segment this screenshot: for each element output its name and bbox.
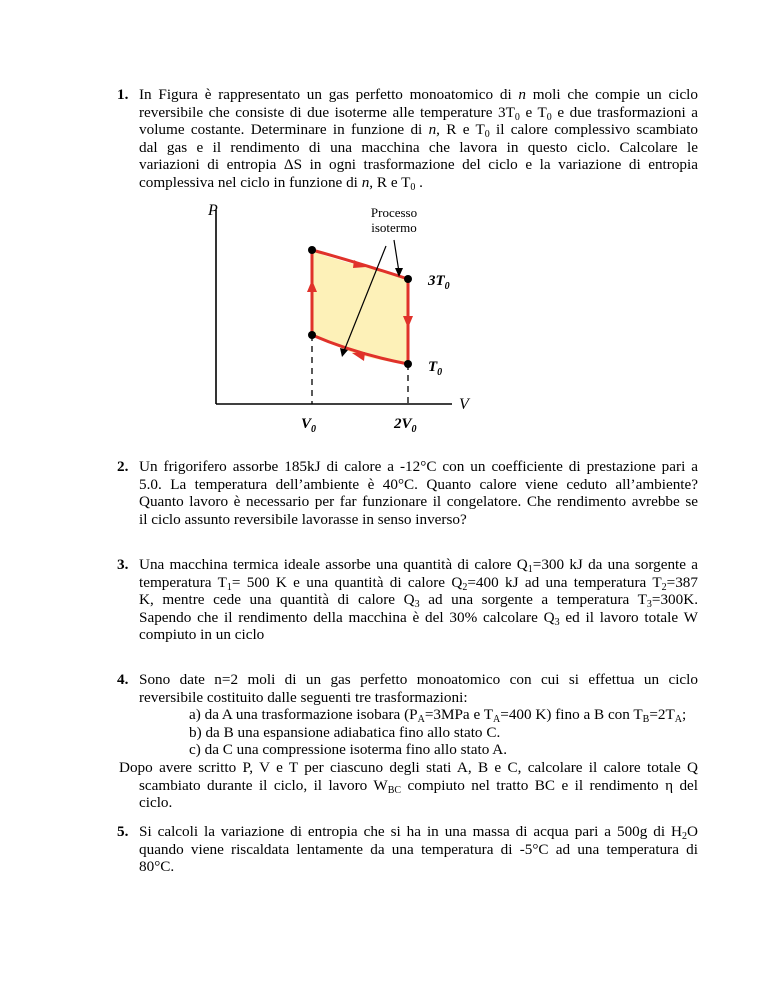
text-line: Dopo avere scritto P, V e T per ciascuno degli stati A, B e C, calcolare il calore totale Q [119, 758, 698, 776]
text-line: quando viene riscaldata lentamente da una temperatura di -5°C ad una temperatura di [139, 840, 698, 858]
problem-number: 4. [117, 671, 129, 688]
text-line: Sono date n=2 moli di un gas perfetto monoatomico con cui si effettua un ciclo [139, 671, 698, 688]
text-line: compiuto in un ciclo [139, 626, 265, 644]
state-point [308, 331, 316, 339]
problem-number: 1. [117, 86, 129, 103]
tick-label-2v0: $2V_0$ [394, 416, 417, 434]
problem-2 [92, 458, 698, 528]
text-line: 80°C. [139, 858, 175, 876]
text-line: In Figura è rappresentato un gas perfetto monoatomico di n moli che compie un ciclo [139, 86, 698, 103]
annotation-label: isotermo [371, 220, 417, 235]
text-line: complessiva nel ciclo in funzione di n, R e $T_0$ . [139, 173, 423, 193]
text-line: variazioni di entropia ΔS in ogni trasformazione del ciclo e la variazione di entropia [139, 156, 698, 174]
problem-5 [92, 823, 698, 876]
text-line: Si calcoli la variazione di entropia che si ha in una massa di acqua pari a 500g di $H_2O$ [139, 823, 698, 842]
tick-label-v0: $V_0$ [301, 416, 317, 434]
arrow-head-lower-left [352, 352, 365, 361]
problem-text [139, 458, 698, 528]
upper-isotherm-label: $3T_0$ [428, 273, 450, 292]
problem-4 [92, 671, 698, 812]
problem-number: 2. [117, 458, 129, 475]
text-line: Una macchina termica ideale assorbe una quantità di calore $Q_1=300$ kJ da una sorgente a [139, 556, 698, 575]
text-line: ciclo. [139, 794, 173, 812]
pv-diagram [196, 198, 498, 434]
annotation-label: Processo [370, 205, 418, 220]
list-item: b) da B una espansione adiabatica fino allo stato C. [189, 723, 501, 741]
problem-text [139, 556, 698, 644]
text-line: volume costante. Determinare in funzione di n, R e $T_0$ il calore complessivo scambiato [139, 121, 698, 141]
list-item: c) da C una compressione isoterma fino allo stato A. [189, 741, 508, 759]
problem-3 [92, 556, 698, 644]
problem-number: 5. [117, 823, 129, 840]
text-line: scambiato durante il ciclo, il lavoro $W_{BC}$ compiuto nel tratto BC e il rendimento η del [139, 776, 698, 796]
text-line: temperatura $T_1= 500$ K e una quantità di calore $Q_2=400$ kJ ad una temperatura $T_2=387$ [139, 573, 698, 593]
y-axis-label: P [208, 202, 218, 219]
text-line: K, mentre cede una quantità di calore $Q_3$ ad una sorgente a temperatura $T_3=300K$. [139, 591, 698, 611]
text-line: reversibile che consiste di due isoterme alle temperature $3T_0$ e $T_0$ e due trasformazioni a [139, 103, 698, 123]
problem-text [139, 823, 698, 876]
text-line: reversibile costituito dalle seguenti tre trasformazioni: [139, 688, 468, 706]
text-line: Un frigorifero assorbe 185kJ di calore a -12°C con un coefficiente di prestazione pari a [139, 458, 698, 475]
text-line: 5.0. La temperatura dell’ambiente è 40°C. Quanto calore viene ceduto all’ambiente? [139, 475, 698, 493]
state-point [308, 246, 316, 254]
text-line: Quanto lavoro è necessario per far funzionare il congelatore. Che rendimento avrebbe se [139, 493, 698, 511]
text-line: Sapendo che il rendimento della macchina è del 30% calcolare $Q_3$ ed il lavoro totale W [139, 608, 698, 628]
problem-text [119, 671, 698, 812]
state-point [404, 275, 412, 283]
problem-1 [92, 86, 698, 192]
problem-text [139, 86, 698, 192]
text-line: dal gas e il rendimento di una macchina che lavora in questo ciclo. Calcolare le [139, 138, 698, 156]
problem-number: 3. [117, 556, 129, 573]
list-item: a) da A una trasformazione isobara ($P_A=3MPa$ e $T_A=400$ K) fino a B con $T_B=2T_A$; [189, 706, 687, 726]
lower-isotherm-label: $T_0$ [428, 359, 443, 378]
text-line: il ciclo assunto reversibile lavorasse in senso inverso? [139, 510, 467, 528]
annotation-pointer-upper [394, 240, 399, 272]
x-axis-label: V [459, 396, 469, 413]
state-point [404, 360, 412, 368]
